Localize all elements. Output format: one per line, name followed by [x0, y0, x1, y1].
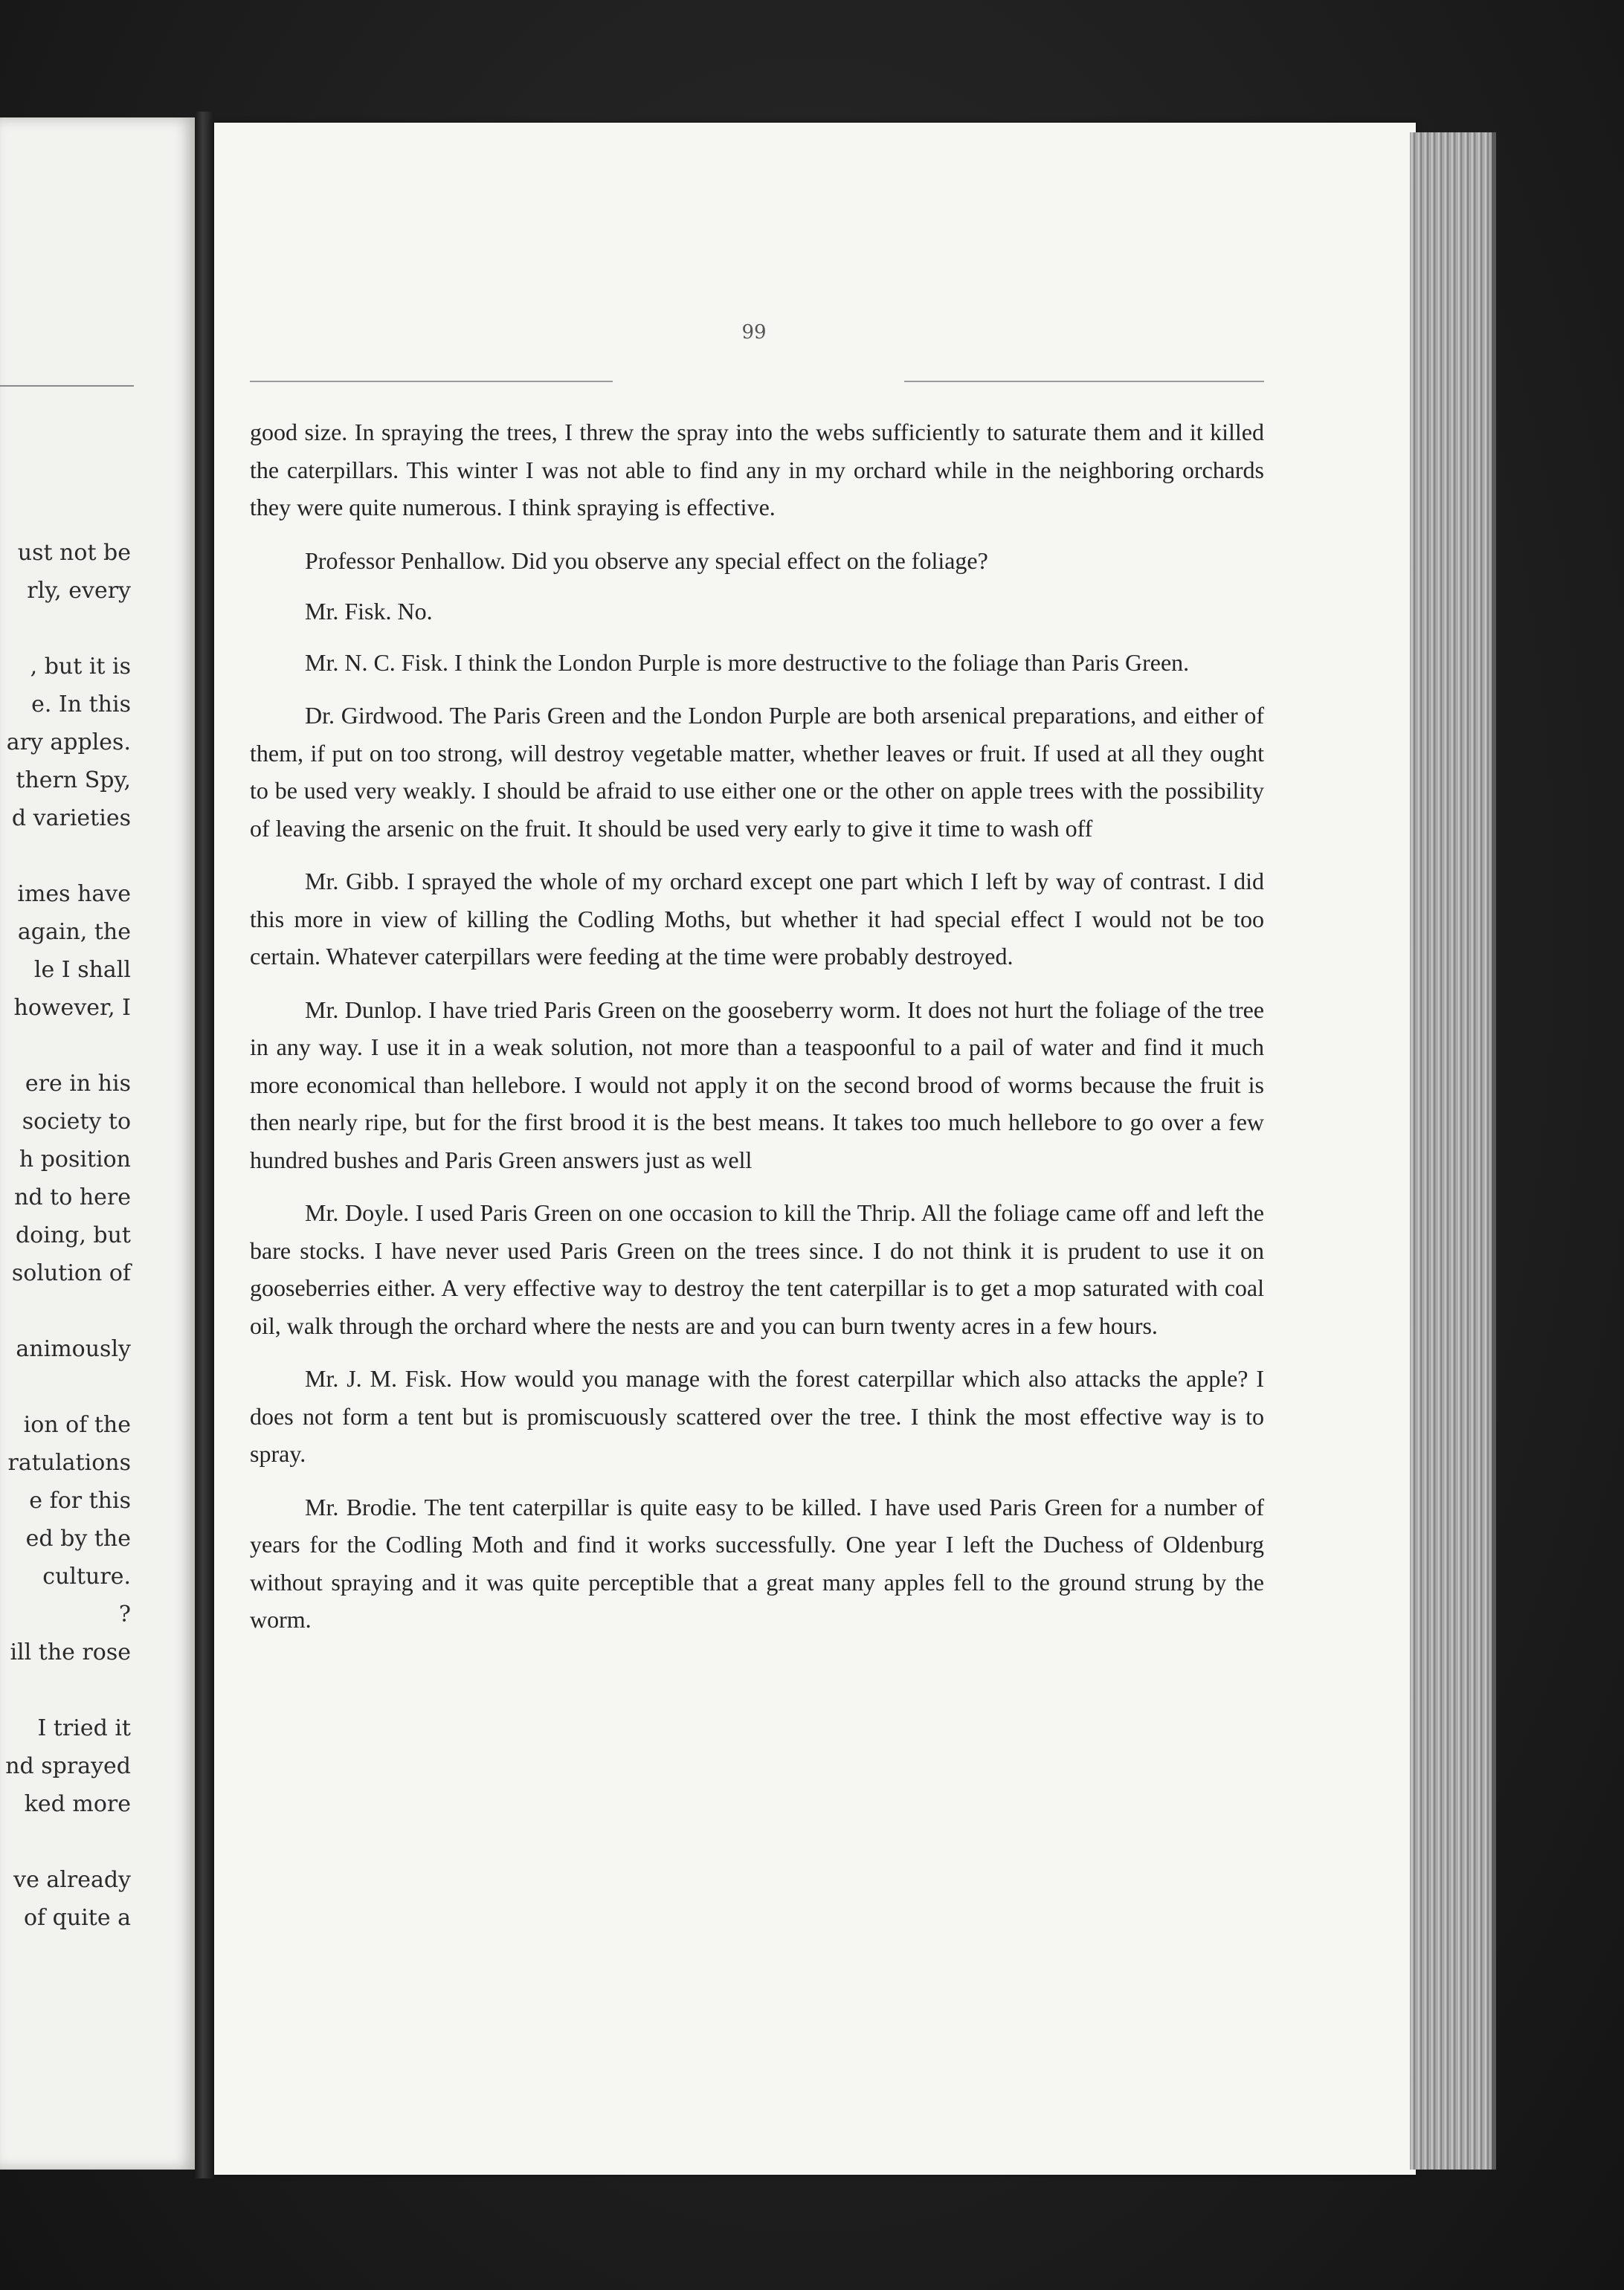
page-body — [250, 413, 1264, 1654]
header-rule-right — [904, 381, 1264, 382]
left-page-line — [0, 837, 131, 875]
left-page-line: ked more — [24, 1791, 131, 1817]
paragraph: Dr. Girdwood. The Paris Green and the London Purple are both arsenical preparations, and either of them, if put on too strong, will destroy vegetable matter, whether leaves or fruit. If used at all they ought to be used very weakly. I should be afraid to use either one or the other on apple trees with the possibility of leaving the arsenic on the fruit. It should be used very early to give it time to wash off — [250, 702, 1264, 842]
left-page-line: h position — [19, 1146, 131, 1173]
header-rule-left — [250, 381, 613, 382]
left-page-line: le I shall — [33, 957, 131, 983]
left-page-line: ed by the — [25, 1526, 131, 1552]
left-page-line — [0, 1368, 131, 1406]
left-page-line: animously — [16, 1336, 131, 1362]
left-page-line: ill the rose — [10, 1639, 131, 1665]
left-page-line — [0, 1292, 131, 1330]
paragraph: Professor Penhallow. Did you observe any special effect on the foliage? — [305, 546, 988, 574]
left-page-line: nd sprayed — [5, 1753, 131, 1779]
paragraph: Mr. Doyle. I used Paris Green on one occasion to kill the Thrip. All the foliage came off and left the bare stocks. I have never used Paris Green on the trees since. I do not think it is prudent to use it on gooseberries either. A very effective way to destroy the tent caterpillar is to get a mop saturated with coal oil, walk through the orchard where the nests are and you can burn twenty acres in a few hours. — [250, 1199, 1264, 1339]
paragraph: Mr. J. M. Fisk. How would you manage with the forest caterpillar which also attacks the apple? I does not form a tent but is promiscuously scattered over the tree. I think the most effective way is to spray. — [250, 1365, 1264, 1467]
left-page-line: however, I — [13, 995, 131, 1021]
paragraph: Mr. N. C. Fisk. I think the London Purple is more destructive to the foliage than Paris Green. — [305, 648, 1190, 676]
page-edges — [1410, 132, 1496, 2170]
left-page-line: , but it is — [30, 654, 131, 680]
left-page-line: nd to here — [14, 1184, 131, 1210]
left-page-line: again, the — [17, 919, 131, 945]
left-page-line: society to — [22, 1109, 131, 1135]
left-page-line: ary apples. — [6, 729, 131, 755]
left-page-line — [0, 1027, 131, 1065]
paragraph: Mr. Gibb. I sprayed the whole of my orchard except one part which I left by way of contrast. I did this more in view of killing the Codling Moths, but whether it had special effect I would not be too certain. Whatever caterpillars were feeding at the time were probably destroyed. — [250, 868, 1264, 970]
left-page-line — [0, 610, 131, 648]
left-page-line: solution of — [11, 1260, 131, 1286]
left-facing-page — [0, 117, 195, 2170]
paragraph: Mr. Fisk. No. — [305, 598, 433, 625]
book-gutter — [195, 112, 214, 2178]
left-page-line: e for this — [29, 1488, 131, 1514]
left-page-line: d varieties — [11, 805, 131, 831]
left-page-line: ve already — [13, 1867, 131, 1893]
left-page-line: rly, every — [27, 578, 131, 604]
left-page-line: doing, but — [15, 1222, 131, 1248]
left-page-line: e. In this — [31, 691, 131, 717]
left-page-rule — [0, 385, 134, 387]
left-page-line — [0, 1823, 131, 1861]
left-page-line: thern Spy, — [16, 767, 131, 793]
left-page-line: I tried it — [37, 1715, 131, 1741]
left-page-line: ust not be — [17, 540, 131, 566]
left-page-line: ? — [118, 1602, 131, 1628]
left-page-line: ion of the — [23, 1412, 131, 1438]
paragraph: Mr. Brodie. The tent caterpillar is quite easy to be killed. I have used Paris Green for a number of years for the Codling Moth and find it works successfully. One year I left the Duchess of Oldenburg without spraying and it was quite perceptible that a great many apples fell to the ground strung by the worm. — [250, 1493, 1264, 1633]
left-page-line: ratulations — [7, 1450, 131, 1476]
left-page-line: culture. — [42, 1564, 131, 1590]
left-page-line: of quite a — [23, 1905, 131, 1931]
paragraph: Mr. Dunlop. I have tried Paris Green on the gooseberry worm. It does not hurt the foliage of the tree in any way. I use it in a weak solution, not more than a teaspoonful to a pail of water and find it much more economical than hellebore. I would not apply it on the second brood of worms because the fruit is then nearly ripe, but for the first brood it is the best means. It takes too much hellebore to go over a few hundred bushes and Paris Green answers just as well — [250, 996, 1264, 1173]
left-page-line: imes have — [17, 881, 131, 907]
left-page-line — [0, 1671, 131, 1709]
page-number: 99 — [741, 321, 767, 344]
left-page-line: ere in his — [25, 1071, 131, 1097]
paragraph: good size. In spraying the trees, I threw the spray into the webs sufficiently to saturate them and it killed the caterpillars. This winter I was not able to find any in my orchard while in the neighboring orchards they were quite numerous. I think spraying is effective. — [250, 419, 1264, 520]
left-page-text — [0, 534, 131, 1937]
